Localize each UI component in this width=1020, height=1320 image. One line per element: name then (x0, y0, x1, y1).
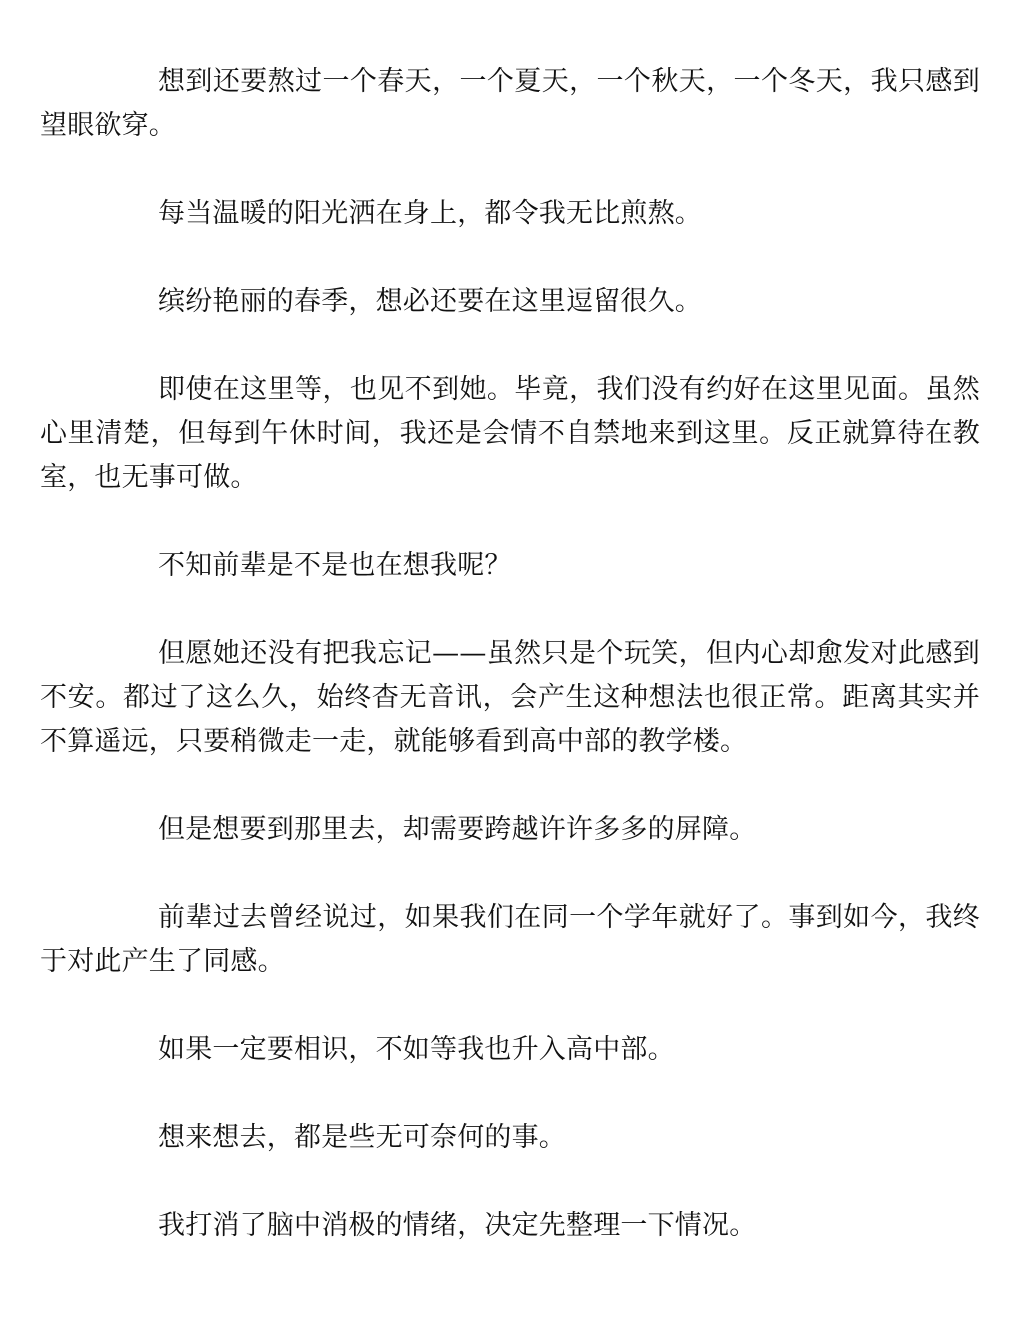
paragraph-9: 如果一定要相识，不如等我也升入高中部。 (158, 1034, 675, 1065)
paragraph-8: 前辈过去曾经说过，如果我们在同一个学年就好了。事到如今，我终于对此产生了同感。 (40, 902, 980, 977)
paragraph-6: 但愿她还没有把我忘记——虽然只是个玩笑，但内心却愈发对此感到不安。都过了这么久，始终杳无音讯，会产生这种想法也很正常。距离其实并不算遥远，只要稍微走一走，就能够看到高中部的教学楼。 (40, 638, 980, 757)
paragraph-10: 想来想去，都是些无可奈何的事。 (158, 1122, 566, 1153)
paragraph-4: 即使在这里等，也见不到她。毕竟，我们没有约好在这里见面。虽然心里清楚，但每到午休时间，我还是会情不自禁地来到这里。反正就算待在教室，也无事可做。 (40, 374, 980, 493)
paragraph-1: 想到还要熬过一个春天，一个夏天，一个秋天，一个冬天，我只感到望眼欲穿。 (40, 66, 980, 141)
paragraph-11: 我打消了脑中消极的情绪，决定先整理一下情况。 (158, 1210, 757, 1241)
paragraph-7: 但是想要到那里去，却需要跨越许许多多的屏障。 (158, 814, 757, 845)
paragraph-5: 不知前辈是不是也在想我呢？ (158, 550, 512, 581)
paragraph-3: 缤纷艳丽的春季，想必还要在这里逗留很久。 (158, 286, 702, 317)
document-page (40, 60, 980, 1292)
paragraph-2: 每当温暖的阳光洒在身上，都令我无比煎熬。 (158, 198, 702, 229)
